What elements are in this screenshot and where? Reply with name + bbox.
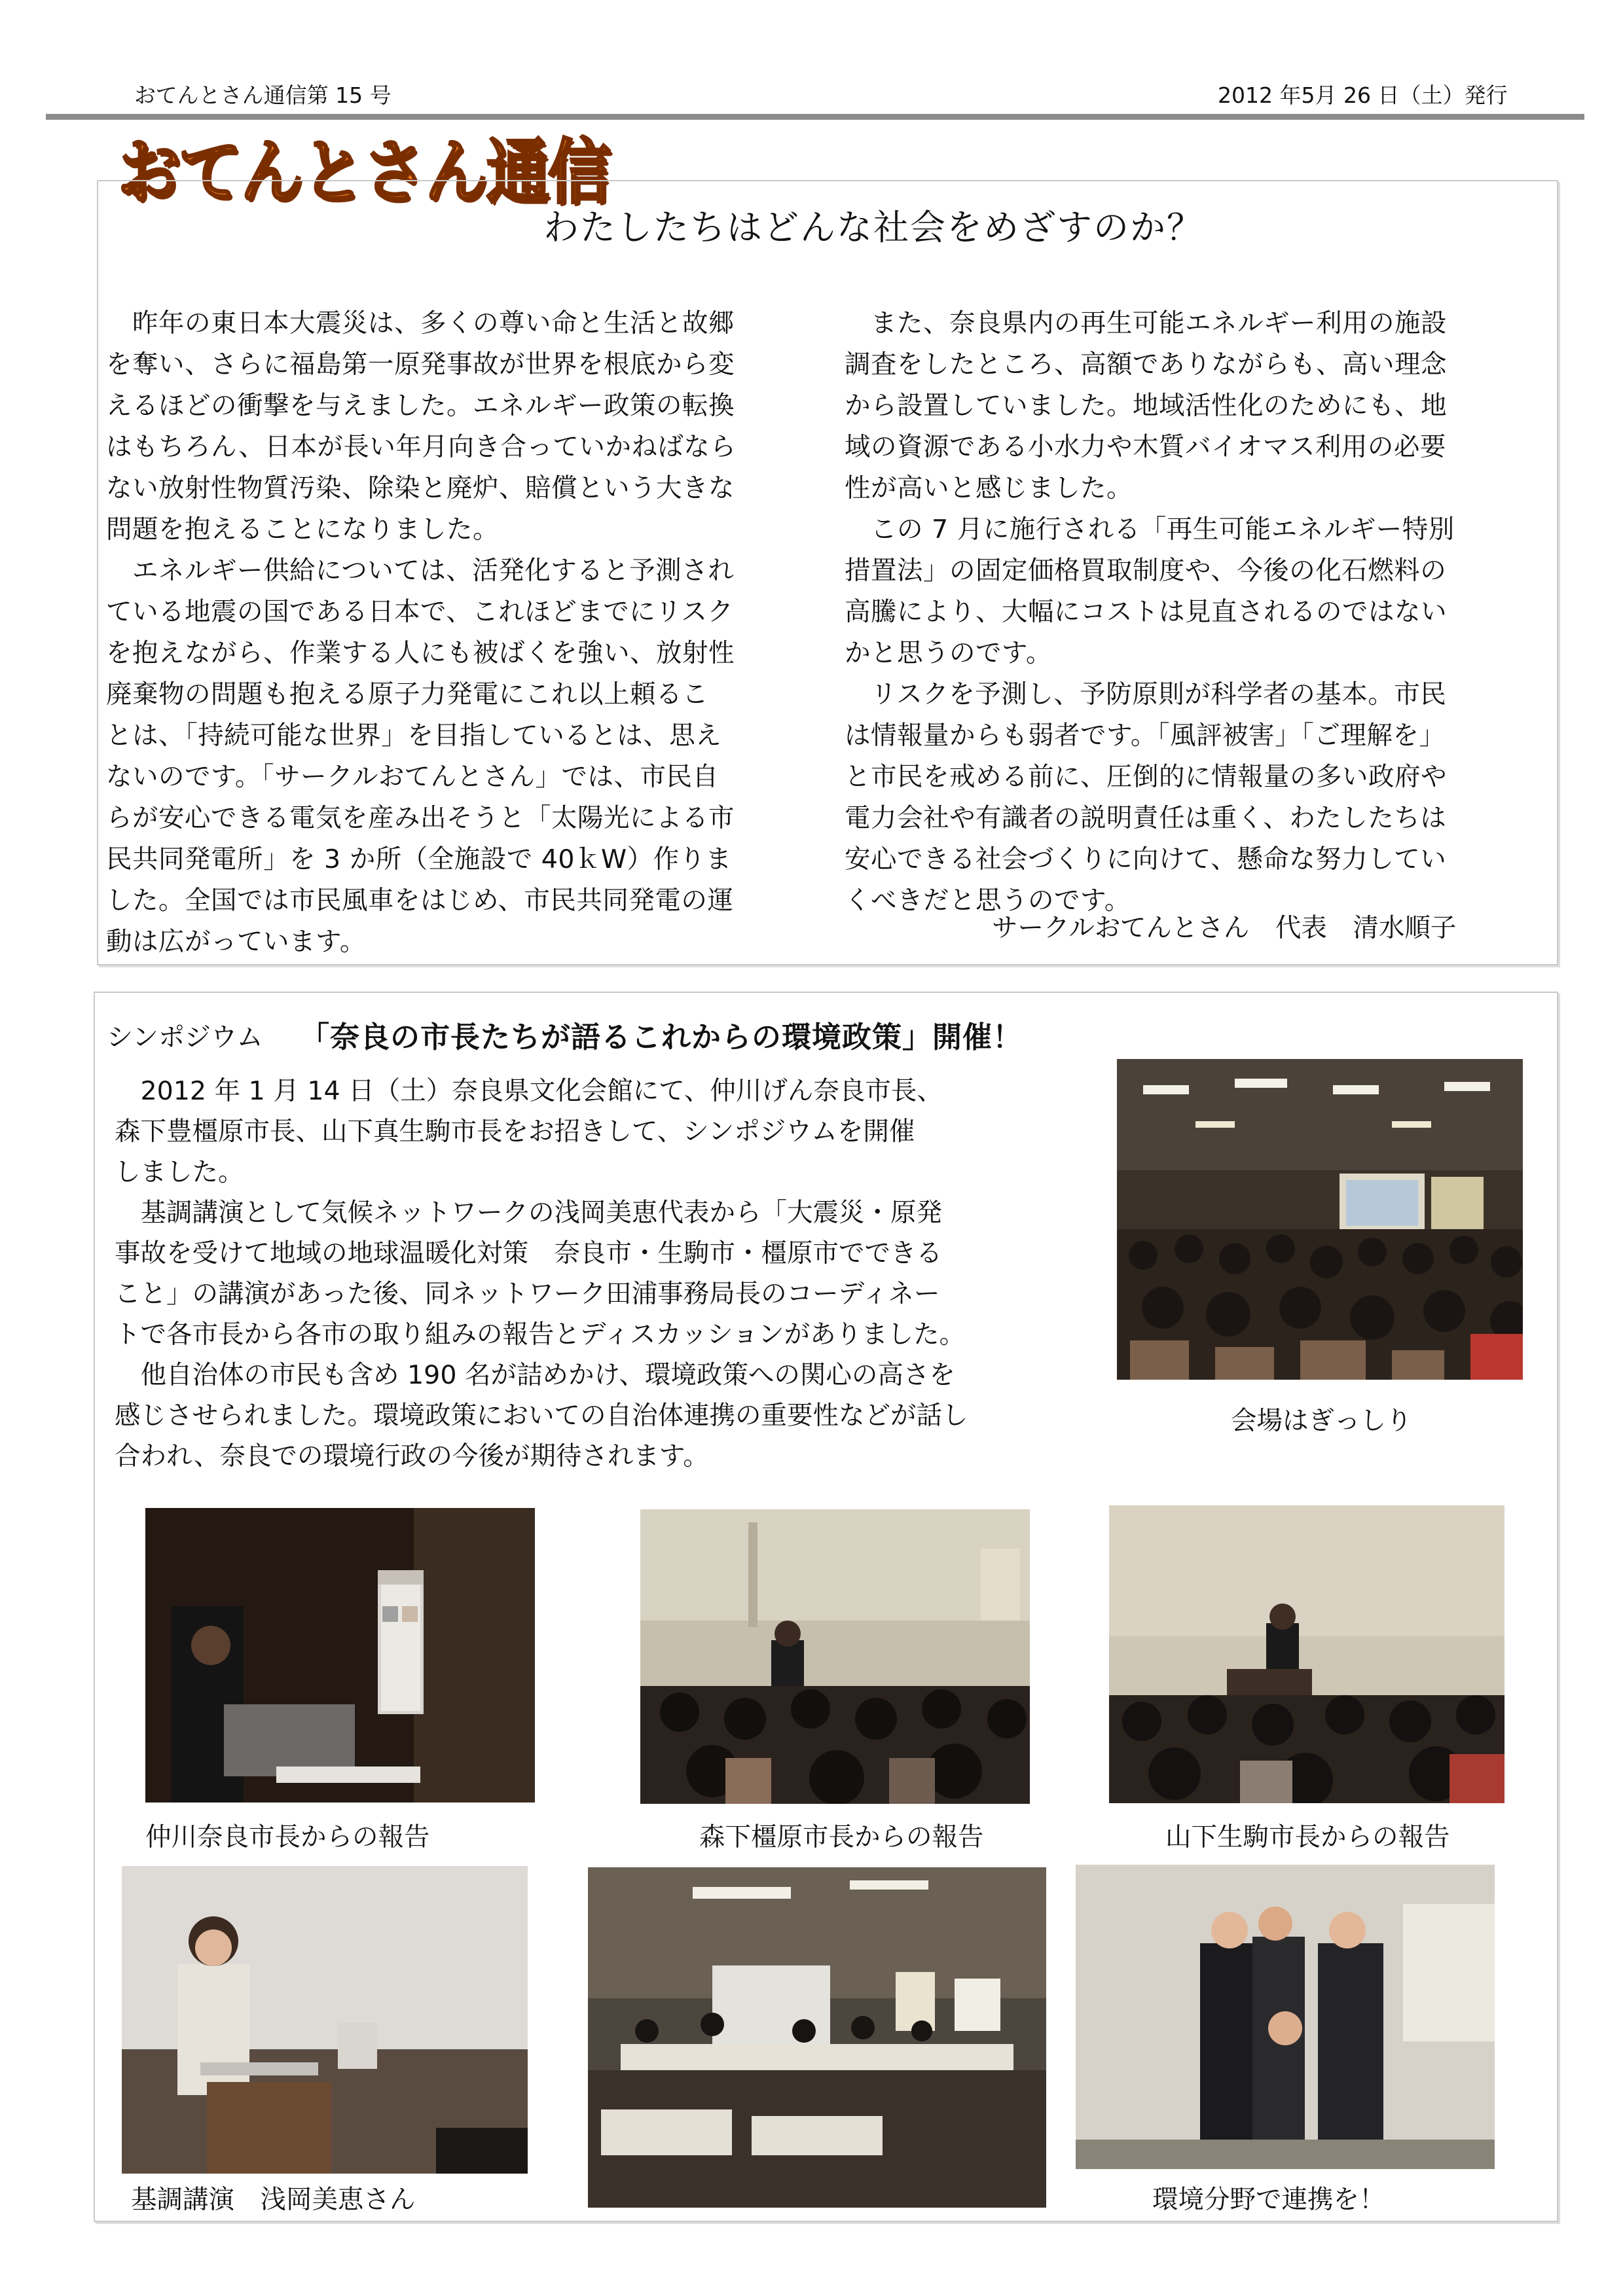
editorial-line: 性が高いと感じました。 xyxy=(845,473,1133,503)
caption-keynote-asaoka: 基調講演 浅岡美恵さん xyxy=(131,2185,416,2215)
newsletter-logo: おてんとさん通信 xyxy=(118,131,610,213)
photo-venue-crowd xyxy=(1117,1059,1523,1380)
symposium-line: 基調講演として気候ネットワークの浅岡美恵代表から「大震災・原発 xyxy=(115,1198,942,1228)
editorial-signature: サークルおてんとさん 代表 清水順子 xyxy=(992,913,1457,943)
editorial-headline: わたしたちはどんな社会をめざすのか？ xyxy=(543,207,1203,248)
symposium-label: シンポジウム xyxy=(107,1022,263,1052)
editorial-right-column xyxy=(845,303,1455,922)
photo-nakagawa-report xyxy=(145,1508,535,1803)
editorial-line: ないのです。「サークルおてんとさん」では、市民自 xyxy=(106,762,719,792)
caption-yamashita-report: 山下生駒市長からの報告 xyxy=(1165,1822,1450,1852)
editorial-line: リスクを予測し、予防原則が科学者の基本。市民 xyxy=(845,679,1447,709)
editorial-line: 廃棄物の問題も抱える原子力発電にこれ以上頼るこ xyxy=(106,679,708,709)
caption-venue-crowd: 会場はぎっしり xyxy=(1231,1406,1412,1436)
editorial-line: 措置法」の固定価格買取制度や、今後の化石燃料の xyxy=(845,556,1447,586)
editorial-line: 安心できる社会づくりに向けて、懸命な努力してい xyxy=(845,844,1447,874)
caption-handshake-cooperation: 環境分野で連携を！ xyxy=(1152,2185,1385,2215)
editorial-line: らが安心できる電気を産み出そうと「太陽光による市 xyxy=(106,803,735,833)
editorial-line: また、奈良県内の再生可能エネルギー利用の施設 xyxy=(845,308,1447,338)
editorial-line: えるほどの衝撃を与えました。エネルギー政策の転換 xyxy=(106,391,735,421)
editorial-line: から設置していました。地域活性化のためにも、地 xyxy=(845,391,1447,421)
editorial-line: くべきだと思うのです。 xyxy=(845,886,1131,916)
editorial-line: ない放射性物質汚染、除染と廃炉、賠償という大きな xyxy=(106,473,735,503)
caption-morishita-report: 森下橿原市長からの報告 xyxy=(699,1822,984,1852)
photo-handshake-cooperation xyxy=(1076,1865,1495,2169)
editorial-line: 調査をしたところ、高額でありながらも、高い理念 xyxy=(845,350,1447,380)
caption-nakagawa-report: 仲川奈良市長からの報告 xyxy=(145,1822,430,1852)
symposium-line: 2012 年 1 月 14 日（土）奈良県文化会館にて、仲川げん奈良市長、 xyxy=(115,1076,943,1106)
editorial-line: 高騰により、大幅にコストは見直されるのではない xyxy=(845,597,1447,627)
editorial-line: 電力会社や有識者の説明責任は重く、わたしたちは xyxy=(845,803,1447,833)
photo-morishita-report xyxy=(640,1509,1030,1804)
photo-panel-discussion xyxy=(588,1867,1046,2208)
photo-yamashita-report xyxy=(1109,1505,1504,1803)
editorial-line: 民共同発電所」を 3 か所（全施設で 40ｋW）作りま xyxy=(106,844,732,874)
editorial-line: 問題を抱えることになりました。 xyxy=(106,514,499,545)
editorial-line: はもちろん、日本が長い年月向き合っていかねばなら xyxy=(106,432,737,462)
editorial-line: かと思うのです。 xyxy=(845,638,1052,668)
editorial-line: この 7 月に施行される「再生可能エネルギー特別 xyxy=(845,514,1455,545)
symposium-line: 森下豊橿原市長、山下真生駒市長をお招きして、シンポジウムを開催 xyxy=(115,1117,915,1147)
symposium-line: トで各市長から各市の取り組みの報告とディスカッションがありました。 xyxy=(115,1319,966,1350)
photo-keynote-asaoka xyxy=(122,1866,528,2174)
symposium-line: しました。 xyxy=(115,1157,244,1187)
editorial-line: 域の資源である小水力や木質バイオマス利用の必要 xyxy=(845,432,1446,462)
editorial-line: は情報量からも弱者です。「風評被害」「ご理解を」 xyxy=(845,721,1446,751)
editorial-line: 動は広がっています。 xyxy=(106,927,366,957)
symposium-line: 他自治体の市民も含め 190 名が詰めかけ、環境政策への関心の高さを xyxy=(115,1360,955,1390)
editorial-line: とは、「持続可能な世界」を目指しているとは、思え xyxy=(106,721,722,751)
editorial-line: を抱えながら、作業する人にも被ばくを強い、放射性 xyxy=(106,638,735,668)
symposium-body xyxy=(115,1071,968,1477)
issue-number: おてんとさん通信第 15 号 xyxy=(134,82,392,108)
editorial-line: エネルギー供給については、活発化すると予測され xyxy=(106,556,735,586)
symposium-line: 合われ、奈良での環境行政の今後が期待されます。 xyxy=(115,1441,709,1471)
editorial-left-column xyxy=(106,303,736,963)
editorial-line: 昨年の東日本大震災は、多くの尊い命と生活と故郷 xyxy=(106,308,735,338)
symposium-line: こと」の講演があった後、同ネットワーク田浦事務局長のコーディネー xyxy=(115,1279,940,1309)
publish-date: 2012 年5月 26 日（土）発行 xyxy=(1218,82,1508,108)
symposium-line: 感じさせられました。環境政策においての自治体連携の重要性などが話し xyxy=(115,1401,968,1431)
editorial-line: ている地震の国である日本で、これほどまでにリスク xyxy=(106,597,734,627)
editorial-line: した。全国では市民風車をはじめ、市民共同発電の運 xyxy=(106,886,734,916)
symposium-title: 「奈良の市長たちが語るこれからの環境政策」開催！ xyxy=(300,1020,1023,1054)
editorial-line: を奪い、さらに福島第一原発事故が世界を根底から変 xyxy=(106,350,735,380)
editorial-line: と市民を戒める前に、圧倒的に情報量の多い政府や xyxy=(845,762,1447,792)
symposium-line: 事故を受けて地域の地球温暖化対策 奈良市・生駒市・橿原市でできる xyxy=(115,1238,942,1268)
